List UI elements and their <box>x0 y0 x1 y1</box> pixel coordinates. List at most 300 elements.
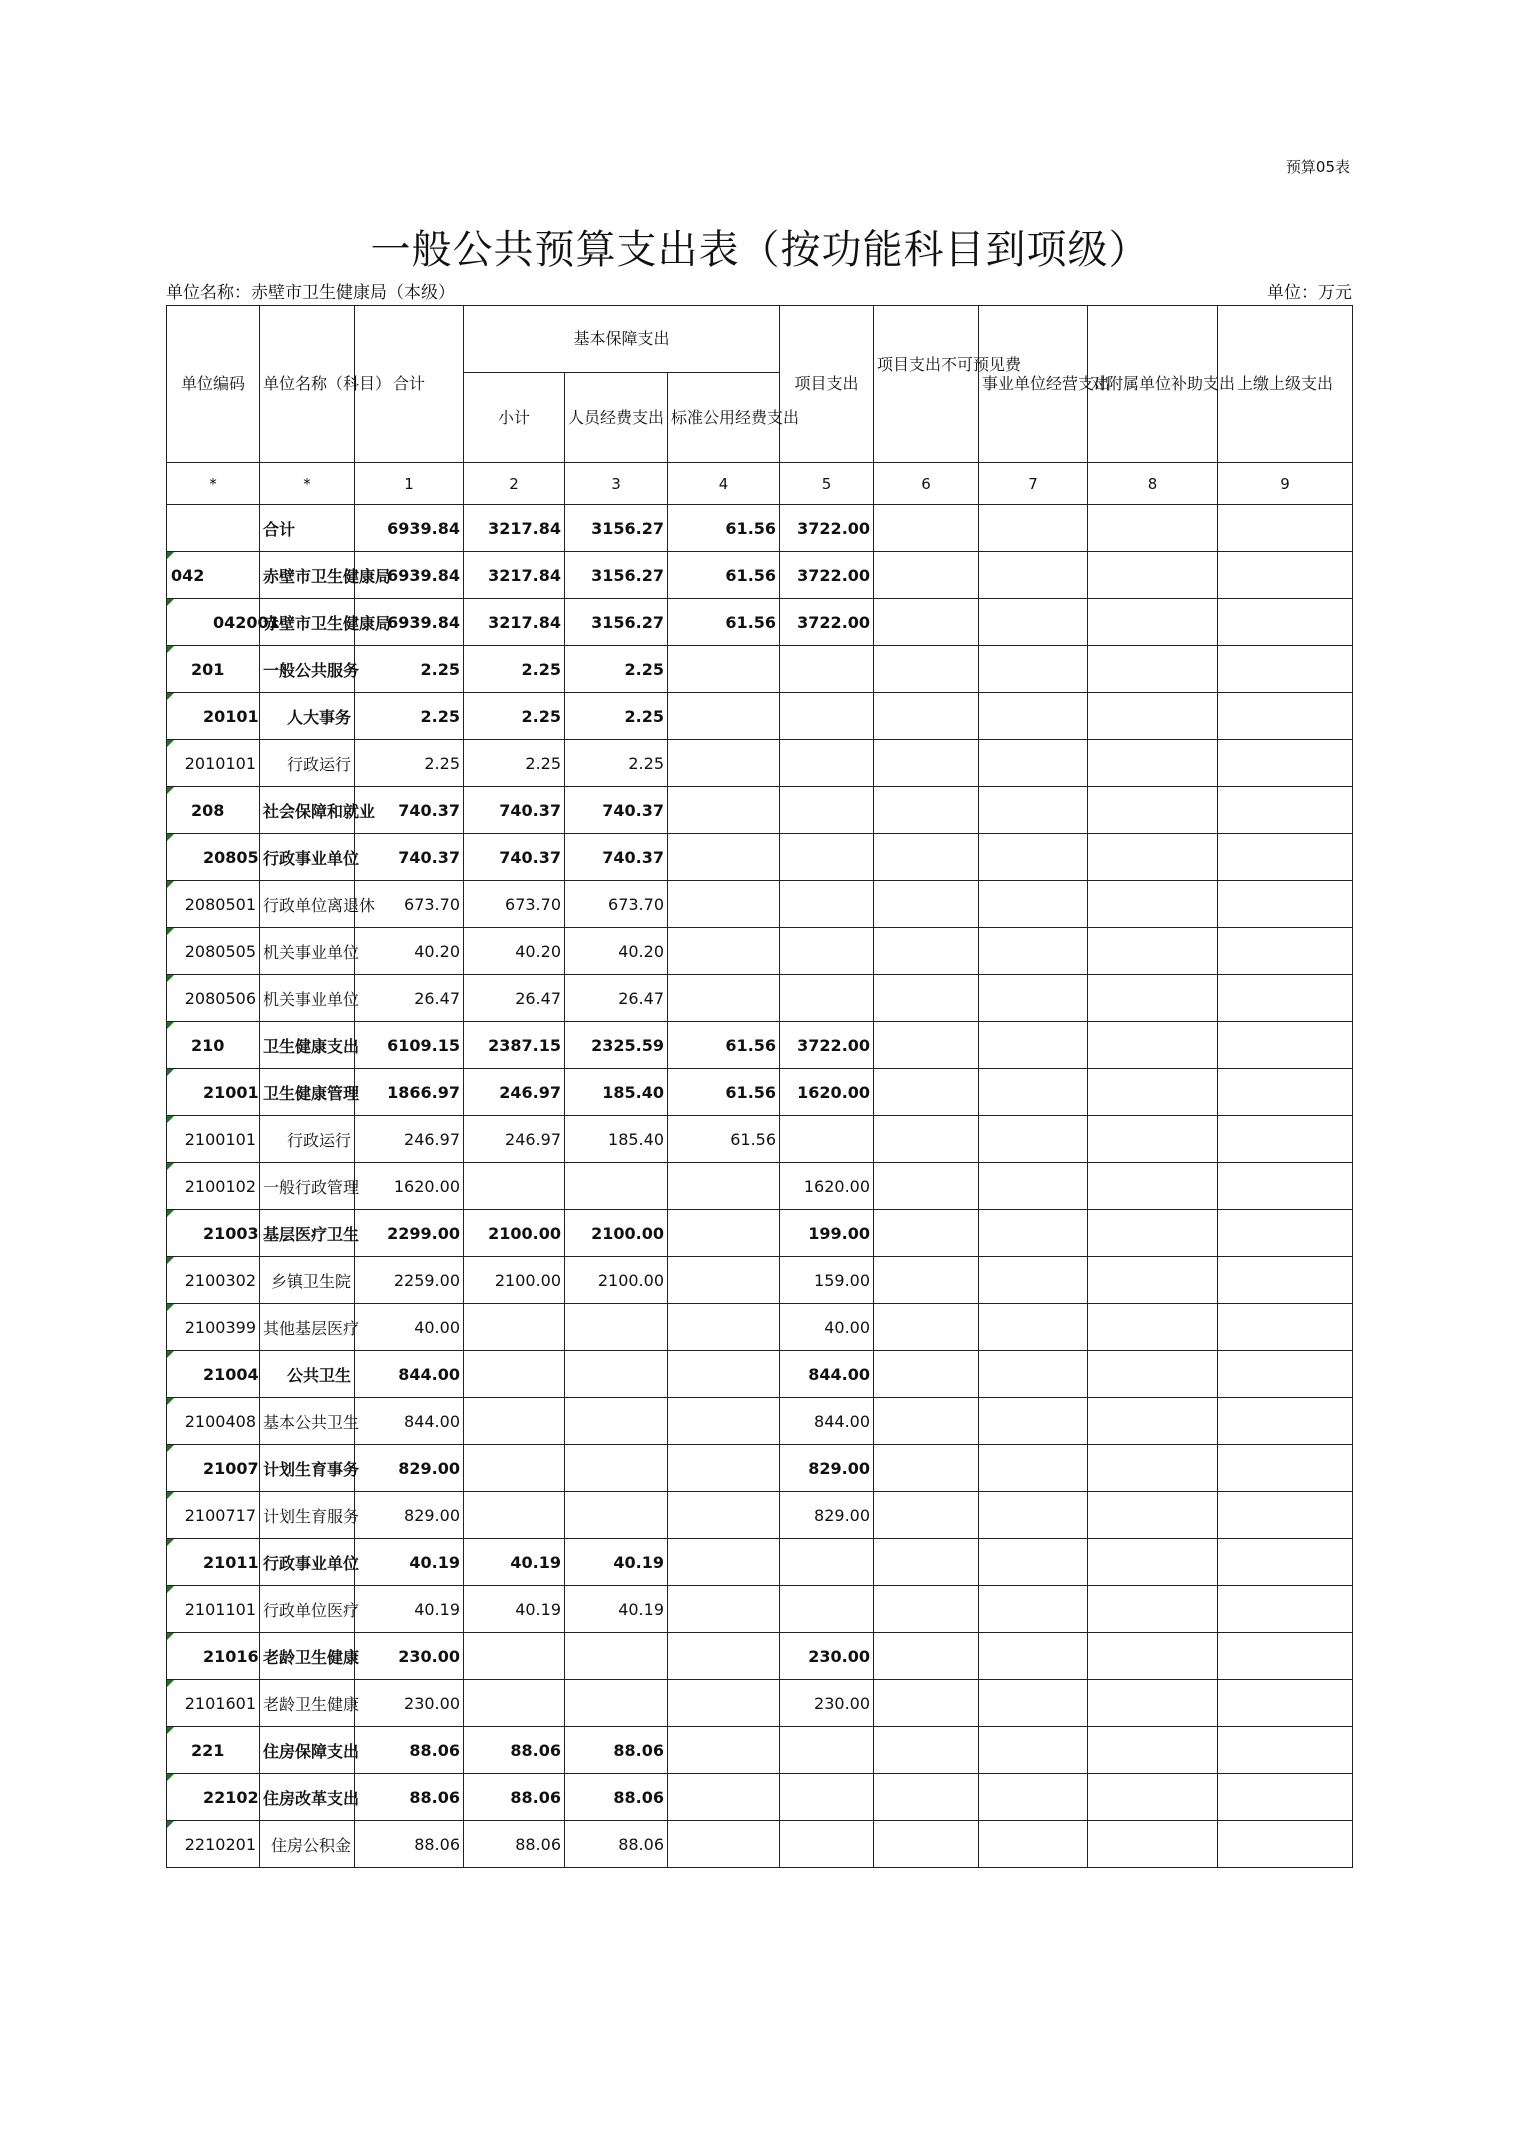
project-cell <box>780 787 874 834</box>
total-cell: 844.00 <box>355 1351 464 1398</box>
code-text: 2080505 <box>184 941 256 961</box>
subtotal-cell: 740.37 <box>464 834 565 881</box>
personnel-cell: 2325.59 <box>565 1022 668 1069</box>
project-cell <box>780 881 874 928</box>
total-cell: 88.06 <box>355 1821 464 1868</box>
business-cell <box>979 928 1088 975</box>
name-cell: 赤壁市卫生健康局 <box>260 599 355 646</box>
project-cell <box>780 1727 874 1774</box>
unforeseen-cell <box>874 1022 979 1069</box>
table-row <box>167 928 1353 975</box>
table-row <box>167 787 1353 834</box>
personnel-cell: 185.40 <box>565 1116 668 1163</box>
table-row <box>167 1304 1353 1351</box>
code-text: 2100102 <box>184 1176 256 1196</box>
name-cell: 赤壁市卫生健康局 <box>260 552 355 599</box>
unforeseen-cell <box>874 1539 979 1586</box>
unit-label: 单位：万元 <box>1267 283 1352 303</box>
upper-cell <box>1218 1821 1353 1868</box>
cell-marker-icon <box>167 740 174 747</box>
personnel-cell: 740.37 <box>565 787 668 834</box>
subtotal-cell: 2.25 <box>464 693 565 740</box>
unforeseen-cell <box>874 1304 979 1351</box>
project-cell: 40.00 <box>780 1304 874 1351</box>
business-cell <box>979 975 1088 1022</box>
personnel-cell <box>565 1304 668 1351</box>
unforeseen-cell <box>874 599 979 646</box>
upper-cell <box>1218 1586 1353 1633</box>
code-text: 2080501 <box>184 894 256 914</box>
project-cell <box>780 740 874 787</box>
code-cell <box>167 1821 260 1868</box>
project-cell <box>780 693 874 740</box>
personnel-cell <box>565 1163 668 1210</box>
subsidy-cell <box>1088 1163 1218 1210</box>
business-cell <box>979 1022 1088 1069</box>
name-cell: 卫生健康支出 <box>260 1022 355 1069</box>
unforeseen-cell <box>874 1069 979 1116</box>
standard-cell: 61.56 <box>668 505 780 552</box>
code-cell <box>167 693 260 740</box>
project-cell: 3722.00 <box>780 1022 874 1069</box>
upper-cell <box>1218 834 1353 881</box>
subsidy-cell <box>1088 1445 1218 1492</box>
personnel-cell: 2.25 <box>565 693 668 740</box>
subtotal-cell: 740.37 <box>464 787 565 834</box>
cell-marker-icon <box>167 1069 174 1076</box>
unforeseen-cell <box>874 1774 979 1821</box>
project-cell: 829.00 <box>780 1445 874 1492</box>
unforeseen-cell <box>874 834 979 881</box>
header-total: 合计 <box>355 306 464 463</box>
code-text: 21003 <box>203 1223 259 1243</box>
standard-cell <box>668 975 780 1022</box>
table-header <box>167 306 1353 463</box>
unforeseen-cell <box>874 787 979 834</box>
table-row <box>167 834 1353 881</box>
personnel-cell: 40.19 <box>565 1539 668 1586</box>
cell-marker-icon <box>167 1633 174 1640</box>
unforeseen-cell <box>874 1398 979 1445</box>
total-cell: 246.97 <box>355 1116 464 1163</box>
business-cell <box>979 693 1088 740</box>
index-cell: 3 <box>565 463 668 505</box>
name-cell: 行政单位医疗 <box>260 1586 355 1633</box>
business-cell <box>979 1633 1088 1680</box>
standard-cell <box>668 1304 780 1351</box>
total-cell: 2.25 <box>355 693 464 740</box>
header-subtotal: 小计 <box>464 373 565 463</box>
subsidy-cell <box>1088 1022 1218 1069</box>
subtotal-cell <box>464 1398 565 1445</box>
total-cell: 88.06 <box>355 1727 464 1774</box>
standard-cell <box>668 1821 780 1868</box>
code-text: 21001 <box>203 1082 259 1102</box>
code-cell <box>167 1774 260 1821</box>
upper-cell <box>1218 1351 1353 1398</box>
cell-marker-icon <box>167 1539 174 1546</box>
code-text: 2100717 <box>184 1505 256 1525</box>
table-row <box>167 1680 1353 1727</box>
standard-cell <box>668 1163 780 1210</box>
code-text: 20101 <box>203 706 259 726</box>
name-cell: 行政事业单位 <box>260 1539 355 1586</box>
personnel-cell: 673.70 <box>565 881 668 928</box>
business-cell <box>979 1445 1088 1492</box>
name-cell: 计划生育事务 <box>260 1445 355 1492</box>
code-cell <box>167 740 260 787</box>
subsidy-cell <box>1088 1586 1218 1633</box>
upper-cell <box>1218 1539 1353 1586</box>
subtotal-cell: 2100.00 <box>464 1210 565 1257</box>
unforeseen-cell <box>874 1163 979 1210</box>
table-row <box>167 1539 1353 1586</box>
header-subsidy: 对附属单位补助支出 <box>1088 306 1218 463</box>
total-cell: 2.25 <box>355 646 464 693</box>
standard-cell: 61.56 <box>668 1022 780 1069</box>
total-cell: 2.25 <box>355 740 464 787</box>
name-cell: 其他基层医疗 <box>260 1304 355 1351</box>
name-cell: 乡镇卫生院 <box>260 1257 355 1304</box>
upper-cell <box>1218 1633 1353 1680</box>
standard-cell <box>668 881 780 928</box>
business-cell <box>979 646 1088 693</box>
code-text: 2100302 <box>184 1270 256 1290</box>
code-text: 21016 <box>203 1646 259 1666</box>
code-cell <box>167 975 260 1022</box>
subtotal-cell: 26.47 <box>464 975 565 1022</box>
upper-cell <box>1218 1492 1353 1539</box>
index-cell: 9 <box>1218 463 1353 505</box>
index-row <box>167 463 1353 505</box>
cell-marker-icon <box>167 1022 174 1029</box>
code-text: 042 <box>171 565 205 585</box>
table-row <box>167 1727 1353 1774</box>
name-cell: 公共卫生 <box>260 1351 355 1398</box>
project-cell <box>780 1539 874 1586</box>
upper-cell <box>1218 740 1353 787</box>
total-cell: 88.06 <box>355 1774 464 1821</box>
total-cell: 230.00 <box>355 1633 464 1680</box>
upper-cell <box>1218 1069 1353 1116</box>
name-cell: 卫生健康管理 <box>260 1069 355 1116</box>
subsidy-cell <box>1088 975 1218 1022</box>
subtotal-cell: 2.25 <box>464 646 565 693</box>
unforeseen-cell <box>874 646 979 693</box>
personnel-cell: 88.06 <box>565 1821 668 1868</box>
subsidy-cell <box>1088 834 1218 881</box>
unit-name-label: 单位名称：赤壁市卫生健康局（本级） <box>166 283 455 303</box>
header-unforeseen: 项目支出不可预见费 <box>874 306 979 463</box>
subsidy-cell <box>1088 1210 1218 1257</box>
upper-cell <box>1218 975 1353 1022</box>
header-name: 单位名称（科目） <box>260 306 355 463</box>
upper-cell <box>1218 1210 1353 1257</box>
unforeseen-cell <box>874 1257 979 1304</box>
cell-marker-icon <box>167 1680 174 1687</box>
header-upper: 上缴上级支出 <box>1218 306 1353 463</box>
total-cell: 1620.00 <box>355 1163 464 1210</box>
subsidy-cell <box>1088 1398 1218 1445</box>
subtotal-cell: 246.97 <box>464 1069 565 1116</box>
total-cell: 6939.84 <box>355 505 464 552</box>
name-cell: 老龄卫生健康 <box>260 1680 355 1727</box>
code-text: 2010101 <box>184 753 256 773</box>
code-text: 2210201 <box>184 1834 256 1854</box>
index-cell: 8 <box>1088 463 1218 505</box>
upper-cell <box>1218 1727 1353 1774</box>
subtotal-cell: 2.25 <box>464 740 565 787</box>
personnel-cell <box>565 1633 668 1680</box>
unforeseen-cell <box>874 928 979 975</box>
project-cell: 3722.00 <box>780 505 874 552</box>
subtotal-cell: 40.20 <box>464 928 565 975</box>
index-cell: 1 <box>355 463 464 505</box>
business-cell <box>979 787 1088 834</box>
standard-cell <box>668 740 780 787</box>
subtotal-cell <box>464 1163 565 1210</box>
standard-cell <box>668 1398 780 1445</box>
business-cell <box>979 1210 1088 1257</box>
code-text: 20805 <box>203 847 259 867</box>
name-cell: 住房保障支出 <box>260 1727 355 1774</box>
standard-cell <box>668 1257 780 1304</box>
code-text: 21007 <box>203 1458 259 1478</box>
code-cell <box>167 1069 260 1116</box>
standard-cell <box>668 1210 780 1257</box>
code-cell <box>167 1633 260 1680</box>
standard-cell <box>668 1539 780 1586</box>
name-cell: 计划生育服务 <box>260 1492 355 1539</box>
standard-cell <box>668 1351 780 1398</box>
upper-cell <box>1218 1774 1353 1821</box>
business-cell <box>979 1680 1088 1727</box>
subtotal-cell: 2100.00 <box>464 1257 565 1304</box>
project-cell <box>780 975 874 1022</box>
code-cell <box>167 1210 260 1257</box>
subsidy-cell <box>1088 1492 1218 1539</box>
standard-cell: 61.56 <box>668 1069 780 1116</box>
total-cell: 673.70 <box>355 881 464 928</box>
total-cell: 740.37 <box>355 787 464 834</box>
subsidy-cell <box>1088 1633 1218 1680</box>
subsidy-cell <box>1088 693 1218 740</box>
cell-marker-icon <box>167 552 174 559</box>
code-text: 21004 <box>203 1364 259 1384</box>
standard-cell <box>668 834 780 881</box>
unforeseen-cell <box>874 1116 979 1163</box>
table-row <box>167 1633 1353 1680</box>
code-cell <box>167 1586 260 1633</box>
personnel-cell <box>565 1492 668 1539</box>
subsidy-cell <box>1088 599 1218 646</box>
standard-cell <box>668 1727 780 1774</box>
code-text: 2101101 <box>184 1599 256 1619</box>
code-cell <box>167 1257 260 1304</box>
subtotal-cell: 2387.15 <box>464 1022 565 1069</box>
unforeseen-cell <box>874 1727 979 1774</box>
business-cell <box>979 1069 1088 1116</box>
unforeseen-cell <box>874 693 979 740</box>
code-cell <box>167 1022 260 1069</box>
subsidy-cell <box>1088 1304 1218 1351</box>
subtotal-cell <box>464 1304 565 1351</box>
table-row <box>167 1210 1353 1257</box>
business-cell <box>979 505 1088 552</box>
name-cell: 行政运行 <box>260 740 355 787</box>
unforeseen-cell <box>874 1821 979 1868</box>
table-row <box>167 975 1353 1022</box>
standard-cell <box>668 1633 780 1680</box>
table-row <box>167 505 1353 552</box>
code-cell <box>167 787 260 834</box>
table-row <box>167 1257 1353 1304</box>
project-cell <box>780 1821 874 1868</box>
project-cell: 199.00 <box>780 1210 874 1257</box>
project-cell <box>780 1774 874 1821</box>
business-cell <box>979 552 1088 599</box>
subsidy-cell <box>1088 646 1218 693</box>
standard-cell <box>668 693 780 740</box>
name-cell: 社会保障和就业 <box>260 787 355 834</box>
standard-cell <box>668 787 780 834</box>
upper-cell <box>1218 505 1353 552</box>
personnel-cell: 3156.27 <box>565 552 668 599</box>
total-cell: 2299.00 <box>355 1210 464 1257</box>
total-cell: 829.00 <box>355 1445 464 1492</box>
code-cell <box>167 1539 260 1586</box>
upper-cell <box>1218 1304 1353 1351</box>
business-cell <box>979 1351 1088 1398</box>
index-cell: * <box>260 463 355 505</box>
cell-marker-icon <box>167 1210 174 1217</box>
index-cell: * <box>167 463 260 505</box>
total-cell: 40.19 <box>355 1539 464 1586</box>
name-cell: 住房公积金 <box>260 1821 355 1868</box>
upper-cell <box>1218 1257 1353 1304</box>
cell-marker-icon <box>167 928 174 935</box>
unforeseen-cell <box>874 1492 979 1539</box>
business-cell <box>979 1727 1088 1774</box>
project-cell: 829.00 <box>780 1492 874 1539</box>
personnel-cell: 26.47 <box>565 975 668 1022</box>
code-text: 2100408 <box>184 1411 256 1431</box>
total-cell: 829.00 <box>355 1492 464 1539</box>
business-cell <box>979 1821 1088 1868</box>
standard-cell: 61.56 <box>668 599 780 646</box>
personnel-cell: 2100.00 <box>565 1257 668 1304</box>
name-cell: 合计 <box>260 505 355 552</box>
subsidy-cell <box>1088 1727 1218 1774</box>
budget-table <box>166 305 1353 1868</box>
code-cell <box>167 1351 260 1398</box>
code-cell <box>167 1304 260 1351</box>
name-cell: 一般公共服务 <box>260 646 355 693</box>
personnel-cell: 2100.00 <box>565 1210 668 1257</box>
subsidy-cell <box>1088 1774 1218 1821</box>
unforeseen-cell <box>874 1351 979 1398</box>
cell-marker-icon <box>167 1163 174 1170</box>
standard-cell <box>668 1492 780 1539</box>
name-cell: 老龄卫生健康 <box>260 1633 355 1680</box>
business-cell <box>979 1163 1088 1210</box>
total-cell: 1866.97 <box>355 1069 464 1116</box>
subtotal-cell <box>464 1492 565 1539</box>
total-cell: 2259.00 <box>355 1257 464 1304</box>
cell-marker-icon <box>167 1116 174 1123</box>
standard-cell <box>668 1680 780 1727</box>
table-row <box>167 1492 1353 1539</box>
index-cell: 2 <box>464 463 565 505</box>
code-cell <box>167 1116 260 1163</box>
personnel-cell: 740.37 <box>565 834 668 881</box>
standard-cell <box>668 1774 780 1821</box>
table-row <box>167 1163 1353 1210</box>
project-cell <box>780 834 874 881</box>
unforeseen-cell <box>874 552 979 599</box>
cell-marker-icon <box>167 1445 174 1452</box>
subsidy-cell <box>1088 1539 1218 1586</box>
code-text: 221 <box>191 1740 225 1760</box>
subtotal-cell: 88.06 <box>464 1727 565 1774</box>
upper-cell <box>1218 1022 1353 1069</box>
project-cell: 3722.00 <box>780 599 874 646</box>
project-cell <box>780 1586 874 1633</box>
subtotal-cell: 3217.84 <box>464 552 565 599</box>
meta-line <box>166 278 1352 302</box>
upper-cell <box>1218 646 1353 693</box>
name-cell: 一般行政管理 <box>260 1163 355 1210</box>
project-cell: 3722.00 <box>780 552 874 599</box>
subtotal-cell: 3217.84 <box>464 599 565 646</box>
project-cell: 844.00 <box>780 1351 874 1398</box>
code-cell <box>167 1680 260 1727</box>
subsidy-cell <box>1088 1351 1218 1398</box>
cell-marker-icon <box>167 975 174 982</box>
upper-cell <box>1218 693 1353 740</box>
code-cell <box>167 928 260 975</box>
cell-marker-icon <box>167 1257 174 1264</box>
project-cell <box>780 646 874 693</box>
page-title: 一般公共预算支出表（按功能科目到项级） <box>370 227 1150 273</box>
business-cell <box>979 740 1088 787</box>
personnel-cell: 40.20 <box>565 928 668 975</box>
table-body <box>167 463 1353 1868</box>
name-cell: 住房改革支出 <box>260 1774 355 1821</box>
standard-cell <box>668 1586 780 1633</box>
cell-marker-icon <box>167 1398 174 1405</box>
cell-marker-icon <box>167 599 174 606</box>
subsidy-cell <box>1088 1680 1218 1727</box>
header-personnel: 人员经费支出 <box>565 373 668 463</box>
cell-marker-icon <box>167 1774 174 1781</box>
code-cell <box>167 599 280 646</box>
table-row <box>167 1445 1353 1492</box>
business-cell <box>979 1398 1088 1445</box>
code-cell <box>167 834 260 881</box>
upper-cell <box>1218 787 1353 834</box>
unforeseen-cell <box>874 1633 979 1680</box>
business-cell <box>979 1492 1088 1539</box>
subsidy-cell <box>1088 787 1218 834</box>
personnel-cell: 185.40 <box>565 1069 668 1116</box>
subtotal-cell: 673.70 <box>464 881 565 928</box>
name-cell: 机关事业单位 <box>260 975 355 1022</box>
standard-cell: 61.56 <box>668 1116 780 1163</box>
table-row <box>167 552 1353 599</box>
table-row <box>167 740 1353 787</box>
code-cell <box>167 552 260 599</box>
